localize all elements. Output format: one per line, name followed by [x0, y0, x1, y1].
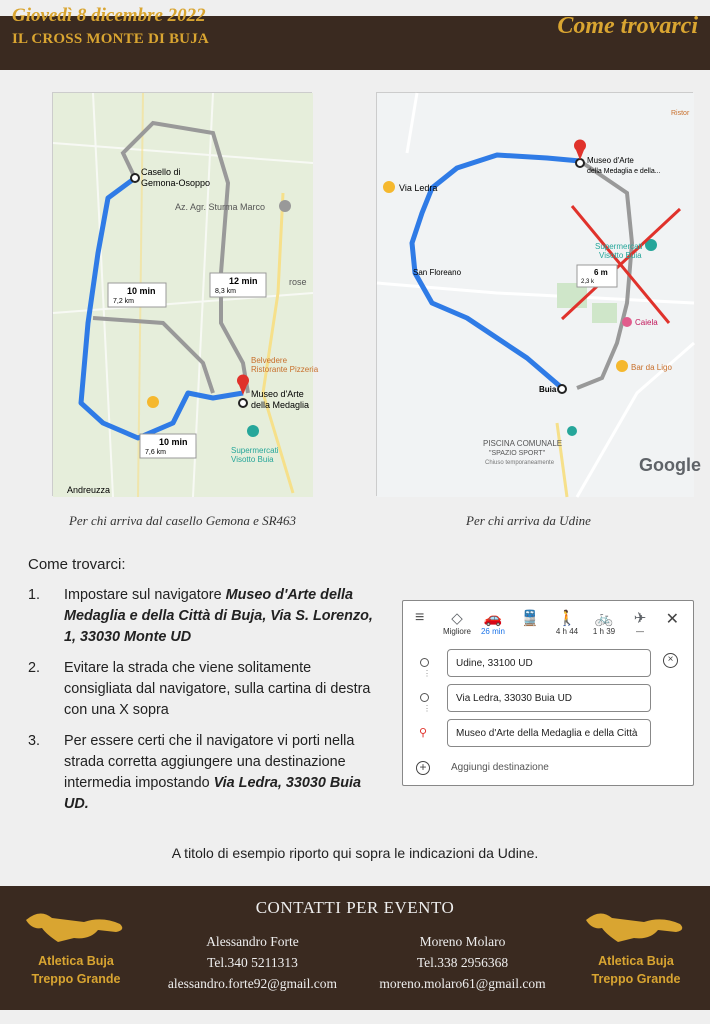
event-title: IL CROSS MONTE DI BUJA: [12, 31, 209, 47]
logo-left: [22, 906, 130, 946]
step-3: [28, 731, 373, 815]
instructions-intro: Come trovarci:: [28, 556, 126, 573]
add-destination-link[interactable]: Aggiungi destinazione: [451, 762, 549, 773]
mode-label: —: [636, 627, 644, 636]
example-note: A titolo di esempio riporto qui sopra le indicazioni da Udine.: [171, 845, 539, 861]
caption-left: Per chi arriva dal casello Gemona e SR463: [68, 513, 297, 528]
step-bold: Via Ledra, 33030 Buia UD.: [64, 775, 362, 812]
route2-time: 12 min: [229, 276, 258, 286]
r-route-time: 6 m: [594, 268, 608, 277]
section-title: Come trovarci: [557, 13, 698, 39]
route1-time: 10 min: [127, 286, 156, 296]
contact-2: [360, 931, 565, 994]
mode-car[interactable]: [473, 609, 513, 636]
r-label-ristor: Ristor: [671, 110, 690, 117]
r-label-super2: Visotto Buia: [599, 251, 642, 260]
stop-dot-icon: [420, 693, 429, 702]
route3-dist: 7,6 km: [145, 449, 167, 456]
plane-icon: ✈: [633, 610, 647, 627]
mode-label: 4 h 44: [555, 627, 579, 636]
mode-best[interactable]: [437, 609, 477, 636]
logo-line1: Atletica Buja: [598, 954, 674, 968]
logo-line1: Atletica Buja: [38, 954, 114, 968]
label-rose: rose: [289, 277, 307, 287]
footer-title: CONTATTI PER EVENTO: [255, 898, 455, 917]
step-text: Per essere certi che il navigatore vi porti nella strada corretta aggiungere una destinazione intermedia impostando: [64, 733, 355, 791]
close-icon[interactable]: ✕: [665, 611, 679, 628]
logo-line2: Treppo Grande: [591, 972, 681, 986]
walk-icon: 🚶: [557, 610, 577, 627]
logo-right: [582, 906, 690, 946]
label-super: Supermercati: [231, 446, 279, 455]
r-label-piscina2: "SPAZIO SPORT": [489, 450, 546, 457]
contact-name: Moreno Molaro: [419, 934, 506, 949]
origin-field[interactable]: Udine, 33100 UD: [447, 649, 651, 677]
directions-panel: [402, 600, 694, 786]
best-route-icon: ◇: [451, 610, 463, 627]
contact-tel[interactable]: Tel.338 2956368: [416, 955, 509, 970]
logo-right-text: [574, 952, 698, 988]
contact-1: [150, 931, 355, 994]
map-gemona[interactable]: [52, 92, 319, 496]
logo-left-text: [14, 952, 138, 988]
bike-icon: 🚲: [594, 610, 614, 627]
event-date: Giovedì 8 dicembre 2022: [12, 5, 206, 26]
stop-field[interactable]: Via Ledra, 33030 Buia UD: [447, 684, 651, 712]
mode-flight[interactable]: [620, 609, 660, 636]
r-label-bar: Bar da Ligo: [631, 363, 672, 372]
label-museo: Museo d'Arte: [251, 389, 304, 399]
step-2: [28, 658, 373, 721]
step-1: [28, 585, 373, 648]
route2-dist: 8,3 km: [215, 288, 237, 295]
step-text: Impostare sul navigatore: [64, 587, 226, 603]
r-label-museo2: della Medaglia e della...: [587, 168, 661, 175]
r-label-piscina3: Chiuso temporaneamente: [485, 460, 555, 466]
r-route-dist: 2,3 k: [581, 279, 595, 285]
caption-right: Per chi arriva da Udine: [466, 513, 591, 528]
label-belvedere2: Ristorante Pizzeria: [251, 365, 319, 374]
r-label-caiela: Caiela: [635, 318, 658, 327]
label-casello: Casello di: [141, 167, 181, 177]
train-icon: 🚆: [520, 610, 540, 627]
step-text: Evitare la strada che viene solitamente consigliata dal navigatore, sulla cartina di destra con una X sopra: [64, 660, 371, 718]
destination-pin-icon: ⚲: [419, 727, 428, 739]
instructions-list: [28, 585, 373, 825]
r-label-super: Supermercati: [595, 242, 643, 251]
origin-dot-icon: [420, 658, 429, 667]
r-label-piscina: PISCINA COMUNALE: [483, 439, 563, 448]
label-farm: Az. Agr. Sturma Marco: [175, 202, 266, 212]
mode-walk[interactable]: [547, 609, 587, 636]
label-andreuzza: Andreuzza: [67, 485, 111, 495]
contact-email[interactable]: moreno.molaro61@gmail.com: [379, 976, 546, 991]
menu-icon[interactable]: ≡: [415, 609, 425, 626]
label-belvedere: Belvedere: [251, 356, 288, 365]
step-bold: Museo d'Arte della Medaglia e della Città di Buja, Via S. Lorenzo, 1, 33030 Monte UD: [64, 587, 373, 645]
label-super2: Visotto Buia: [231, 455, 274, 464]
remove-icon[interactable]: ×: [663, 653, 678, 668]
contact-tel[interactable]: Tel.340 5211313: [207, 955, 298, 970]
r-label-museo: Museo d'Arte: [587, 156, 634, 165]
dots-connector: ⋮: [423, 704, 431, 713]
add-icon[interactable]: +: [416, 761, 430, 775]
r-label-ledra: Via Ledra: [399, 183, 438, 193]
mode-label: Migliore: [442, 627, 471, 636]
label-casello2: Gemona-Osoppo: [141, 178, 211, 188]
car-icon: 🚗: [483, 610, 503, 627]
contact-email[interactable]: alessandro.forte92@gmail.com: [167, 976, 338, 991]
mode-label: 26 min: [480, 627, 505, 636]
contact-name: Alessandro Forte: [206, 934, 299, 949]
step-num: 1.: [28, 587, 41, 603]
dots-connector: ⋮: [423, 669, 431, 678]
r-label-floreano: San Floreano: [413, 268, 462, 277]
bull-logo-icon: [582, 906, 690, 946]
mode-bike[interactable]: [584, 609, 624, 636]
bull-logo-icon: [22, 906, 130, 946]
route1-dist: 7,2 km: [113, 298, 135, 305]
step-num: 3.: [28, 733, 41, 749]
map-udine[interactable]: [376, 92, 701, 496]
destination-field[interactable]: Museo d'Arte della Medaglia e della Città: [447, 719, 651, 747]
google-logo: Google: [639, 455, 701, 475]
label-museo2: della Medaglia: [251, 400, 310, 410]
mode-label: 1 h 39: [592, 627, 616, 636]
r-label-buia: Buia: [539, 385, 557, 394]
logo-line2: Treppo Grande: [31, 972, 121, 986]
step-num: 2.: [28, 660, 41, 676]
route3-time: 10 min: [159, 437, 188, 447]
mode-transit[interactable]: [510, 609, 550, 627]
